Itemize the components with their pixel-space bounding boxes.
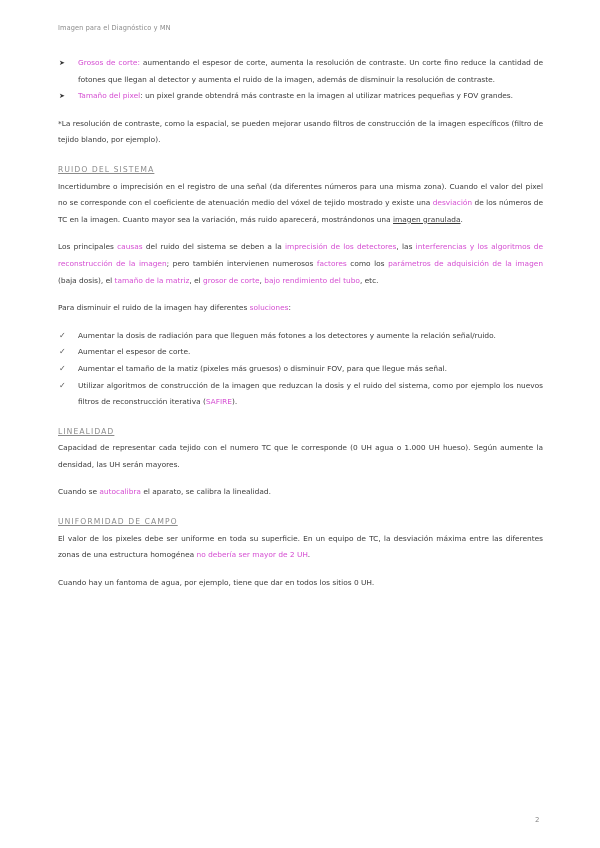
checkmark-bullet-icon: ✓ bbox=[59, 347, 66, 357]
contrast-note: *La resolución de contraste, como la espacial, se pueden mejorar usando filtros de construcción de la imagen específicos (filtro de tejido blando, por ejemplo). bbox=[58, 118, 543, 145]
checkmark-bullet-icon: ✓ bbox=[59, 330, 66, 340]
arrowhead-bullet-icon: ➤ bbox=[59, 92, 65, 101]
checkmark-bullet-icon: ✓ bbox=[59, 380, 66, 390]
solutions-list bbox=[58, 328, 543, 411]
checkmark-bullet-icon: ✓ bbox=[59, 363, 66, 373]
list-item bbox=[58, 88, 543, 105]
arrowhead-bullet-icon: ➤ bbox=[59, 59, 65, 67]
list-item bbox=[58, 55, 543, 88]
ruido-paragraph-1: Incertidumbre o imprecisión en el registro de una señal (da diferentes números para una misma zona). Cuando el valor del pixel no se corresponde con el coeficiente de atenuación medio del vóxel de tejido mostrado y existe una desviación de los números de TC en la imagen. Cuanto mayor sea la variación, más ruido aparecerá, mostrándonos una imagen granulada. bbox=[58, 181, 543, 224]
list-item: ✓ Aumentar el espesor de corte. bbox=[58, 344, 543, 361]
list-item: ✓ Aumentar el tamaño de la matiz (pixeles más gruesos) o disminuir FOV, para que llegue más señal. bbox=[58, 361, 543, 378]
ruido-paragraph-2: Los principales causas del ruido del sistema se deben a la imprecisión de los detectores, las interferencias y los algoritmos de reconstrucción de la imagen; pero también intervienen numerosos factores como los parámetros de adquisición de la imagen (baja dosis), el tamaño de la matriz, el grosor de corte, bajo rendimiento del tubo, etc. bbox=[58, 242, 544, 285]
linealidad-paragraph-1: Capacidad de representar cada tejido con el numero TC que le corresponde (0 UH agua o 1.000 UH hueso). Según aumente la densidad, las UH serán mayores. bbox=[58, 443, 543, 469]
section-title-uniformidad: UNIFORMIDAD DE CAMPO bbox=[58, 517, 178, 527]
uniformidad-paragraph-1: El valor de los pixeles debe ser uniforme en toda su superficie. En un equipo de TC, la desviación máxima entre las diferentes zonas de una estructura homogénea no debería ser mayor de 2 UH. bbox=[58, 533, 543, 560]
list-term: Tamaño del pixel bbox=[78, 91, 141, 101]
linealidad-paragraph-2: Cuando se autocalibra el aparato, se calibra la linealidad. bbox=[58, 487, 271, 497]
section-title-ruido: RUIDO DEL SISTEMA bbox=[58, 164, 155, 174]
list-text: aumentando el espesor de corte, aumenta la resolución de contraste. Un corte fino reduce la cantidad de fotones que llegan al detector y aumenta el ruido de la imagen, además de disminuir la resolución de contraste. bbox=[78, 58, 544, 84]
page-number: 2 bbox=[535, 816, 540, 824]
list-text: : un pixel grande obtendrá más contraste en la imagen al utilizar matrices pequeñas y FOV grandes. bbox=[140, 91, 514, 101]
parameter-list bbox=[58, 55, 543, 105]
page-header: Imagen para el Diagnóstico y MN bbox=[58, 24, 171, 32]
list-item: ✓ Aumentar la dosis de radiación para que lleguen más fotones a los detectores y aumente la relación señal/ruido. bbox=[58, 328, 543, 345]
section-title-linealidad: LINEALIDAD bbox=[58, 426, 115, 436]
list-term: Grosos de corte: bbox=[78, 58, 140, 67]
uniformidad-paragraph-2: Cuando hay un fantoma de agua, por ejemplo, tiene que dar en todos los sitios 0 UH. bbox=[58, 577, 375, 587]
document-body bbox=[58, 55, 543, 591]
list-item: ✓ Utilizar algoritmos de construcción de la imagen que reduzcan la dosis y el ruido del sistema, como por ejemplo los nuevos filtros de reconstrucción iterativa (SAFIRE). bbox=[58, 378, 543, 411]
ruido-paragraph-3: Para disminuir el ruido de la imagen hay diferentes soluciones: bbox=[58, 303, 292, 313]
